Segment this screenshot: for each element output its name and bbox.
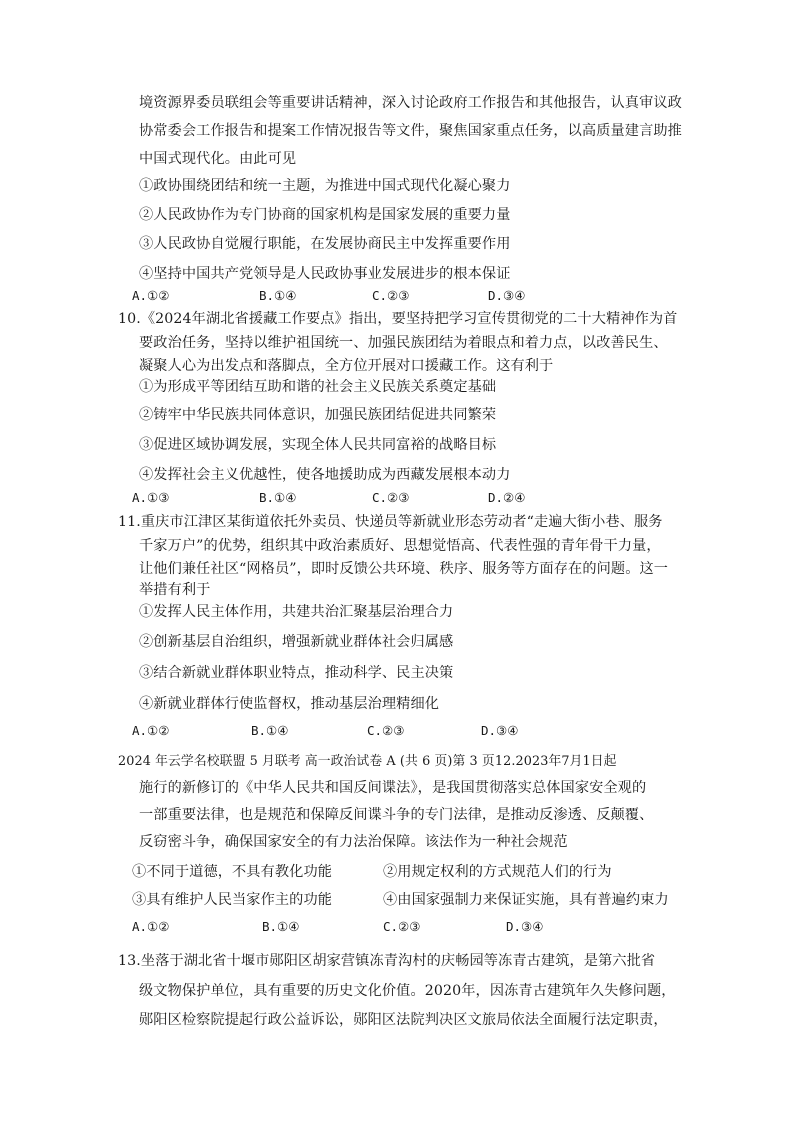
question-12-line-2: 施行的新修订的《中华人民共和国反间谍法》，是我国贯彻落实总体国家安全观的 [139,780,647,796]
question-9-option-b[interactable]: B.①④ [259,288,297,303]
question-11-statement-3: ③结合新就业群体职业特点，推动科学、民主决策 [139,665,454,681]
question-13-line-1: 13.坐落于湖北省十堰市郧阳区胡家营镇冻青沟村的庆畅园等冻青古建筑，是第六批省 [118,953,656,969]
question-12-option-d[interactable]: D.③④ [506,919,544,934]
question-9-line-1: 境资源界委员联组会等重要讲话精神，深入讨论政府工作报告和其他报告，认真审议政 [139,95,682,111]
question-12-option-b[interactable]: B.①④ [262,919,300,934]
question-12-option-c[interactable]: C.②③ [383,919,421,934]
question-12-option-a[interactable]: A.①② [132,919,170,934]
question-11-line-4: 举措有利于 [139,582,211,598]
question-9-statement-3: ③人民政协自觉履行职能，在发展协商民主中发挥重要作用 [139,236,511,252]
question-11-line-1: 11.重庆市江津区某街道依托外卖员、快递员等新就业形态劳动者“走遍大街小巷、服务 [118,514,663,530]
question-11-option-a[interactable]: A.①② [132,723,170,738]
question-12-line-4: 反窃密斗争，确保国家安全的有力法治保障。该法作为一种社会规范 [139,834,568,850]
question-10-statement-2: ②铸牢中华民族共同体意识，加强民族团结促进共同繁荣 [139,407,497,423]
question-11-statement-1: ①发挥人民主体作用，共建共治汇聚基层治理合力 [139,604,454,620]
question-10-statement-1: ①为形成平等团结互助和谐的社会主义民族关系奠定基础 [139,379,497,395]
question-11-option-d[interactable]: D.③④ [481,723,519,738]
question-11-line-2: 千家万户”的优势，组织其中政治素质好、思想觉悟高、代表性强的青年骨干力量， [139,538,661,554]
question-11-option-b[interactable]: B.①④ [251,723,289,738]
question-11-line-3: 让他们兼任社区“网格员”，即时反馈公共环境、秩序、服务等方面存在的问题。这一 [139,561,669,577]
question-10-line-3: 凝聚人心为出发点和落脚点，全方位开展对口援藏工作。这有利于 [139,358,554,374]
question-10-option-a[interactable]: A.①③ [132,490,170,505]
question-12-statement-4: ④由国家强制力来保证实施，具有普遍约束力 [383,892,669,908]
question-12-statement-3: ③具有维护人民当家作主的功能 [132,892,333,908]
question-9-option-a[interactable]: A.①② [132,288,170,303]
question-10-line-1: 10.《2024年湖北省援藏工作要点》指出，要坚持把学习宣传贯彻党的二十大精神作为首 [118,311,678,327]
question-9-line-3: 中国式现代化。由此可见 [139,151,297,167]
question-12-line-3: 一部重要法律，也是规范和保障反间谍斗争的专门法律，是推动反渗透、反颠覆、 [139,807,654,823]
question-10-statement-3: ③促进区域协调发展，实现全体人民共同富裕的战略目标 [139,437,497,453]
question-10-option-c[interactable]: C.②③ [372,490,410,505]
question-12-statement-1: ①不同于道德，不具有教化功能 [132,864,333,880]
question-10-option-b[interactable]: B.①④ [259,490,297,505]
question-13-line-3: 郧阳区检察院提起行政公益诉讼，郧阳区法院判决区文旅局依法全面履行法定职责， [139,1012,668,1028]
question-9-line-2: 协常委会工作报告和提案工作情况报告等文件，聚焦国家重点任务，以高质量建言助推 [139,123,682,139]
question-11-option-c[interactable]: C.②③ [367,723,405,738]
question-10-option-d[interactable]: D.②④ [488,490,526,505]
question-9-option-d[interactable]: D.③④ [488,288,526,303]
question-9-statement-1: ①政协围绕团结和统一主题，为推进中国式现代化凝心聚力 [139,178,511,194]
question-11-statement-2: ②创新基层自治组织，增强新就业群体社会归属感 [139,634,454,650]
question-12-line-1-with-page-footer: 2024 年云学名校联盟 5 月联考 高一政治试卷 A (共 6 页)第 3 页12.2023年7月1日起 [118,754,617,769]
question-10-statement-4: ④发挥社会主义优越性，使各地援助成为西藏发展根本动力 [139,467,511,483]
question-13-line-2: 级文物保护单位，具有重要的历史文化价值。2020年，因冻青古建筑年久失修问题， [139,983,676,999]
question-11-statement-4: ④新就业群体行使监督权，推动基层治理精细化 [139,696,440,712]
question-9-statement-2: ②人民政协作为专门协商的国家机构是国家发展的重要力量 [139,207,511,223]
question-10-line-2: 要政治任务，坚持以维护祖国统一、加强民族团结为着眼点和着力点，以改善民生、 [139,335,668,351]
question-9-option-c[interactable]: C.②③ [372,288,410,303]
question-12-statement-2: ②用规定权利的方式规范人们的行为 [383,864,612,880]
question-9-statement-4: ④坚持中国共产党领导是人民政协事业发展进步的根本保证 [139,266,511,282]
